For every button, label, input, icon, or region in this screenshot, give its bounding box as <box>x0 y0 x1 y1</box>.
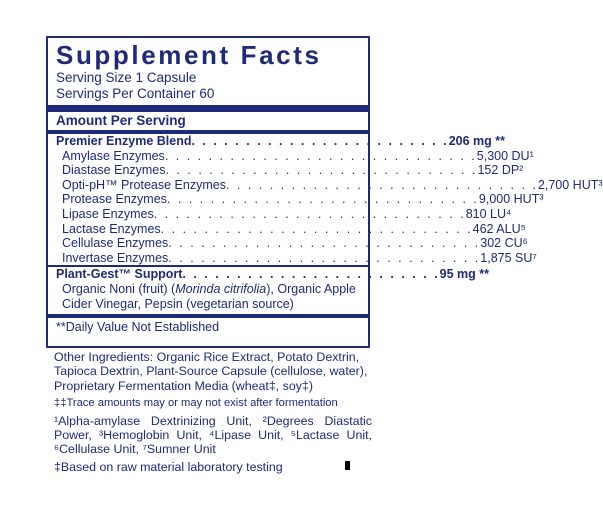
supplement-facts-panel <box>46 36 603 348</box>
enzyme-value: 810 LU⁴ <box>465 206 512 221</box>
leader-dots: . . . . . . . . . . . . . . . . . . . . . . . . . . . . . <box>153 206 466 221</box>
enzyme-name: Cellulase Enzymes <box>62 236 169 251</box>
leader-dots: . . . . . . . . . . . . . . . . . . . . . . . . <box>182 267 440 282</box>
leader-dots: . . . . . . . . . . . . . . . . . . . . . . . . <box>191 134 449 148</box>
enzyme-row <box>56 163 524 178</box>
enzyme-row <box>56 250 537 266</box>
enzyme-value: 462 ALU⁵ <box>472 221 526 236</box>
thick-divider <box>48 105 368 112</box>
trace-note: ‡‡Trace amounts may or may not exist after formentation <box>54 397 338 410</box>
daily-value-note: **Daily Value Not Established <box>56 320 220 335</box>
enzyme-row <box>56 221 526 237</box>
blend-value: 206 mg ** <box>448 134 505 148</box>
amount-header: Amount Per Serving <box>56 113 186 128</box>
enzyme-row <box>56 206 512 222</box>
enzyme-value: 152 DP² <box>477 163 524 178</box>
enzyme-row <box>56 192 544 207</box>
latin-name: Morinda citrifolia <box>175 281 267 296</box>
blend-row <box>56 134 505 149</box>
leader-dots: . . . . . . . . . . . . . . . . . . . . . . . . . . . . . <box>168 250 481 265</box>
enzyme-value: 1,875 SU⁷ <box>480 250 537 265</box>
leader-dots: . . . . . . . . . . . . . . . . . . . . . . . . . . . . . <box>165 163 478 178</box>
panel-title: Supplement Facts <box>56 40 322 70</box>
enzyme-value: 9,000 HUT³ <box>478 192 544 207</box>
registration-mark <box>345 461 350 470</box>
enzyme-name: Lipase Enzymes <box>62 206 154 221</box>
blend-value: 95 mg ** <box>439 267 489 282</box>
blend-name: Plant-Gest™ Support <box>56 267 183 282</box>
leader-dots: . . . . . . . . . . . . . . . . . . . . . . . . . . . . . <box>160 221 473 236</box>
enzyme-name: Invertase Enzymes <box>62 250 169 265</box>
enzyme-name: Protease Enzymes <box>62 192 167 207</box>
other-ingredients: Other Ingredients: Organic Rice Extract, Potato Dextrin, Tapioca Dextrin, Plant-Source Capsule (cellulose, water), Proprietary Fermentation Media (wheat‡, soy‡) <box>54 350 368 393</box>
enzyme-name: Lactase Enzymes <box>62 221 161 236</box>
servings-per-container: Servings Per Container 60 <box>56 85 215 101</box>
leader-dots: . . . . . . . . . . . . . . . . . . . . . . . . . . . . . <box>164 148 477 163</box>
enzyme-value: 2,700 HUT³ <box>537 177 603 192</box>
blend-row <box>56 267 489 282</box>
enzyme-row <box>56 177 603 193</box>
units-note: ¹Alpha-amylase Dextrinizing Unit, ²Degrees Diastatic Power, ³Hemoglobin Unit, ⁴Lipase Unit, ⁵Lactase Unit, ⁶Cellulase Unit, ⁷Sumner Unit <box>54 413 372 457</box>
enzyme-name: Opti-pH™ Protease Enzymes <box>62 177 226 192</box>
footer-notes <box>54 350 372 477</box>
lab-note: ‡Based on raw material laboratory testing <box>54 459 283 474</box>
enzyme-list <box>56 148 603 266</box>
enzyme-value: 302 CU⁶ <box>480 236 528 251</box>
serving-size: Serving Size 1 Capsule <box>56 70 197 85</box>
blend-name: Premier Enzyme Blend <box>56 134 192 148</box>
blend-desc-text: Organic Noni (fruit) ( <box>62 281 176 296</box>
enzyme-row <box>56 148 534 164</box>
leader-dots: . . . . . . . . . . . . . . . . . . . . . . . . . . . . . <box>166 192 479 207</box>
leader-dots: . . . . . . . . . . . . . . . . . . . . . . . . . . . . . <box>168 236 481 251</box>
enzyme-row <box>56 236 528 251</box>
enzyme-name: Diastase Enzymes <box>62 163 166 178</box>
blend-description <box>56 282 360 311</box>
enzyme-name: Amylase Enzymes <box>62 148 165 163</box>
blend-desc-text: ), Organic Apple Cider Vinegar, Pepsin (vegetarian source) <box>62 281 356 311</box>
leader-dots: . . . . . . . . . . . . . . . . . . . . . . . . . . . . . <box>225 177 538 192</box>
enzyme-value: 5,300 DU¹ <box>476 148 534 163</box>
